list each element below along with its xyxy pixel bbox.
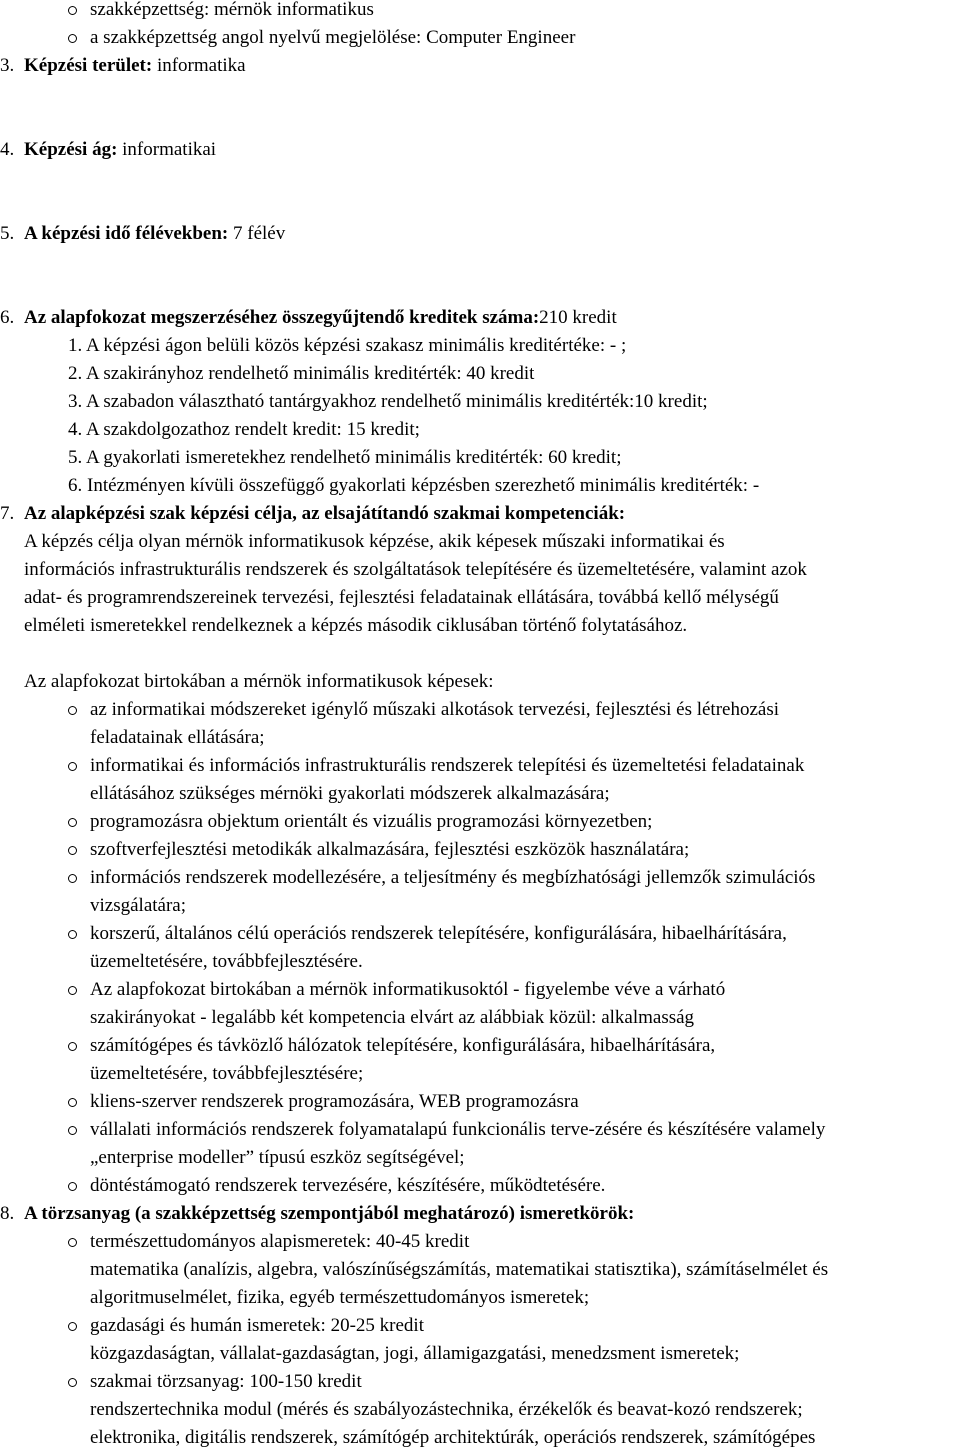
- list-item: természettudományos alapismeretek: 40-45 kredit: [0, 1228, 960, 1256]
- bullet-icon: [68, 1098, 77, 1107]
- bullet-icon: [68, 1322, 77, 1331]
- list-item: 1. A képzési ágon belüli közös képzési szakasz minimális kreditértéke: - ;: [68, 335, 627, 356]
- list-item: az informatikai módszereket igénylő műszaki alkotások tervezési, fejlesztési és létrehozási: [0, 696, 960, 724]
- bullet-icon: [68, 34, 77, 43]
- list-item: döntéstámogató rendszerek tervezésére, készítésére, működtetésére.: [0, 1172, 960, 1200]
- list-item-continued: „enterprise modeller” típusú eszköz segítségével;: [90, 1147, 465, 1168]
- section-3: 3. Képzési terület: informatika: [0, 55, 246, 76]
- list-item: információs rendszerek modellezésére, a teljesítmény és megbízhatósági jellemzők szimulációs: [0, 864, 960, 892]
- list-item: a szakképzettség angol nyelvű megjelölése: Computer Engineer: [0, 24, 960, 52]
- section-5: 5. A képzési idő félévekben: 7 félév: [0, 223, 286, 244]
- list-item-continued: matematika (analízis, algebra, valószínűségszámítás, matematikai statisztika), számításelmélet és: [90, 1259, 829, 1280]
- paragraph-line: adat- és programrendszereinek tervezési, fejlesztési feladatainak ellátására, továbbá kellő mélységű: [24, 587, 779, 608]
- list-item: programozásra objektum orientált és vizuális programozási környezetben;: [0, 808, 960, 836]
- list-item: szakképzettség: mérnök informatikus: [0, 0, 960, 24]
- section-8: 8. A törzsanyag (a szakképzettség szempontjából meghatározó) ismeretkörök:: [0, 1203, 635, 1224]
- bullet-icon: [68, 762, 77, 771]
- bullet-icon: [68, 818, 77, 827]
- list-item-continued: algoritmuselmélet, fizika, egyéb természettudományos ismeretek;: [90, 1287, 590, 1308]
- list-item: szakmai törzsanyag: 100-150 kredit: [0, 1368, 960, 1396]
- list-item-continued: közgazdaságtan, vállalat-gazdaságtan, jogi, államigazgatási, menedzsment ismeretek;: [90, 1343, 740, 1364]
- section-6: 6. Az alapfokozat megszerzéséhez összegyűjtendő kreditek száma:210 kredit: [0, 307, 617, 328]
- list-item: kliens-szerver rendszerek programozására, WEB programozásra: [0, 1088, 960, 1116]
- list-item-continued: elektronika, digitális rendszerek, számítógép architektúrák, operációs rendszerek, számítógépes: [90, 1427, 816, 1448]
- bullet-icon: [68, 1042, 77, 1051]
- list-item: szoftverfejlesztési metodikák alkalmazására, fejlesztési eszközök használatára;: [0, 836, 960, 864]
- list-item-continued: vizsgálatára;: [90, 895, 187, 916]
- bullet-icon: [68, 846, 77, 855]
- list-item-continued: üzemeltetésére, továbbfejlesztésére;: [90, 1063, 364, 1084]
- bullet-icon: [68, 1182, 77, 1191]
- bullet-icon: [68, 1378, 77, 1387]
- list-item: informatikai és információs infrastrukturális rendszerek telepítési és üzemeltetési feladatainak: [0, 752, 960, 780]
- list-item: gazdasági és humán ismeretek: 20-25 kredit: [0, 1312, 960, 1340]
- section-7: 7. Az alapképzési szak képzési célja, az elsajátítandó szakmai kompetenciák:: [0, 503, 626, 524]
- list-item-continued: feladatainak ellátására;: [90, 727, 265, 748]
- list-item-continued: rendszertechnika modul (mérés és szabályozástechnika, érzékelők és beavat-kozó rendszerek;: [90, 1399, 803, 1420]
- bullet-icon: [68, 874, 77, 883]
- paragraph-intro: Az alapfokozat birtokában a mérnök informatikusok képesek:: [24, 671, 494, 692]
- list-item: 6. Intézményen kívüli összefüggő gyakorlati képzésben szerezhető minimális kreditérték: -: [68, 475, 760, 496]
- bullet-icon: [68, 930, 77, 939]
- list-item: 3. A szabadon választható tantárgyakhoz rendelhető minimális kreditérték:10 kredit;: [68, 391, 708, 412]
- list-item: számítógépes és távközlő hálózatok telepítésére, konfigurálására, hibaelhárítására,: [0, 1032, 960, 1060]
- list-item: 5. A gyakorlati ismeretekhez rendelhető minimális kreditérték: 60 kredit;: [68, 447, 622, 468]
- paragraph-line: A képzés célja olyan mérnök informatikusok képzése, akik képesek műszaki informatikai és: [24, 531, 725, 552]
- bullet-icon: [68, 706, 77, 715]
- list-item: 4. A szakdolgozathoz rendelt kredit: 15 kredit;: [68, 419, 420, 440]
- list-item: vállalati információs rendszerek folyamatalapú funkcionális terve-zésére és készítésére valamely: [0, 1116, 960, 1144]
- list-item-continued: üzemeltetésére, továbbfejlesztésére.: [90, 951, 363, 972]
- list-item: 2. A szakirányhoz rendelhető minimális kreditérték: 40 kredit: [68, 363, 535, 384]
- bullet-icon: [68, 6, 77, 15]
- list-item: Az alapfokozat birtokában a mérnök informatikusoktól - figyelembe véve a várható: [0, 976, 960, 1004]
- bullet-icon: [68, 1126, 77, 1135]
- section-4: 4. Képzési ág: informatikai: [0, 139, 217, 160]
- list-item-continued: szakirányokat - legalább két kompetencia elvárt az alábbiak közül: alkalmasság: [90, 1007, 695, 1028]
- bullet-icon: [68, 1238, 77, 1247]
- paragraph-line: elméleti ismeretekkel rendelkeznek a képzés második ciklusában történő folytatásához.: [24, 615, 688, 636]
- bullet-icon: [68, 986, 77, 995]
- list-item-continued: ellátásához szükséges mérnöki gyakorlati módszerek alkalmazására;: [90, 783, 610, 804]
- list-item: korszerű, általános célú operációs rendszerek telepítésére, konfigurálására, hibaelhárítására,: [0, 920, 960, 948]
- paragraph-line: információs infrastrukturális rendszerek és szolgáltatások telepítésére és üzemeltetésére, valamint azok: [24, 559, 807, 580]
